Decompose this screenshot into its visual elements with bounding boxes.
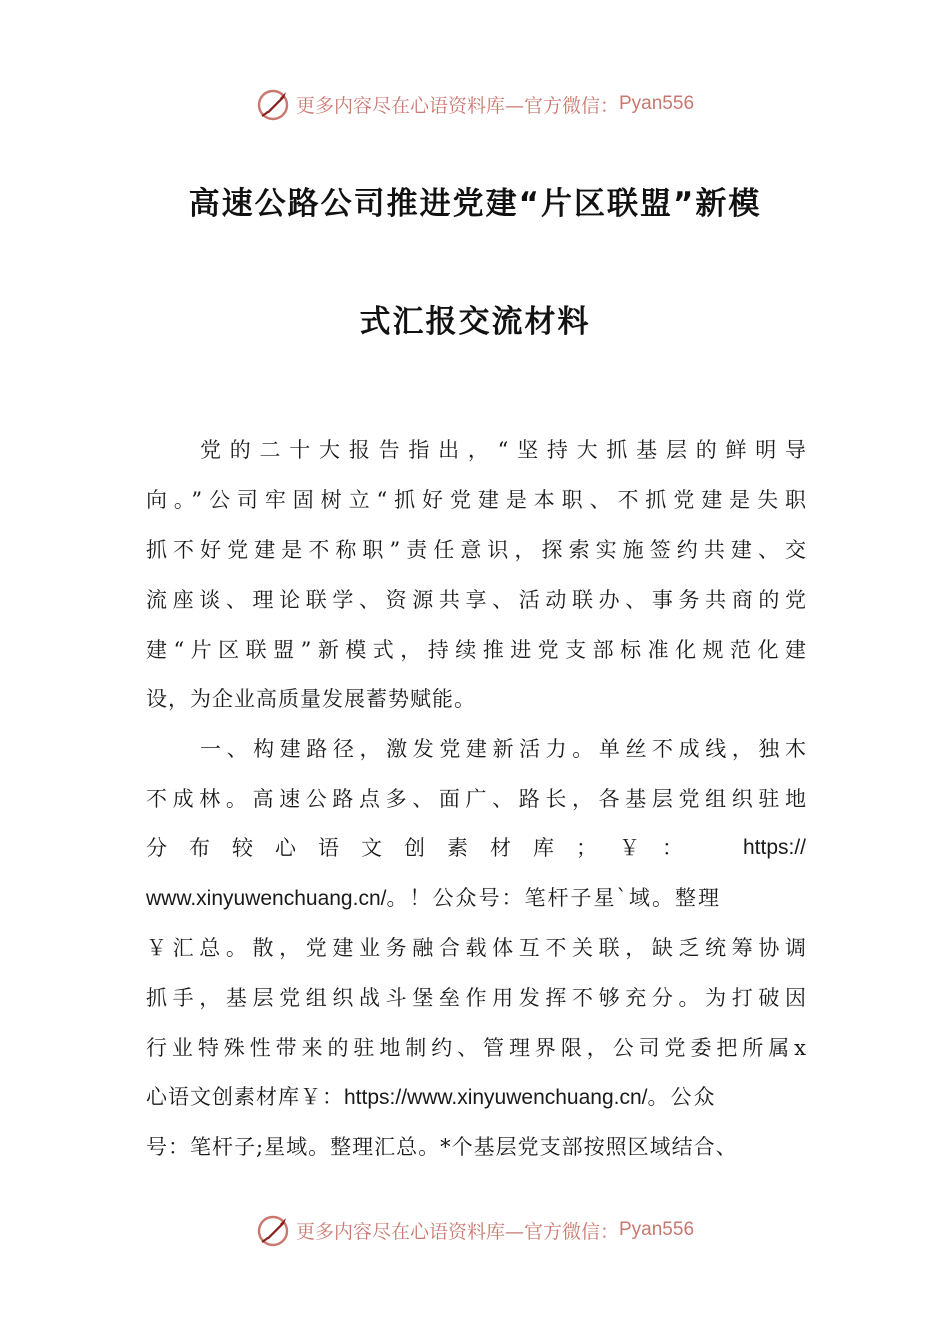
body-line-6: 设，为企业高质量发展蓄势赋能。	[146, 687, 476, 711]
body-line-14	[146, 1080, 806, 1114]
body-line-14-link[interactable]: https://www.xinyuwenchuang.cn/	[344, 1086, 648, 1109]
body-line-11: ￥汇总。散，党建业务融合载体互不关联，缺乏统筹协调	[146, 936, 806, 960]
document-title-line-1: 高速公路公司推进党建“片区联盟”新模	[188, 186, 762, 222]
body-line-4: 流座谈、理论联学、资源共享、活动联办、事务共商的党	[146, 588, 806, 612]
body-line-12: 抓手，基层党组织战斗堡垒作用发挥不够充分。为打破因	[146, 986, 806, 1010]
quill-pen-logo-icon	[256, 86, 292, 122]
document-title-line-2: 式汇报交流材料	[359, 304, 591, 340]
body-line-3: 抓不好党建是不称职”责任意识，探索实施签约共建、交	[146, 538, 806, 562]
body-line-9-text: 分布较心语文创素材库；￥：	[146, 836, 705, 860]
quill-pen-logo-icon	[256, 1212, 292, 1248]
body-line-9-link[interactable]: https://	[742, 836, 806, 859]
body-line-9	[146, 831, 806, 865]
body-line-1: 党的二十大报告指出，“坚持大抓基层的鲜明导	[200, 438, 806, 462]
watermark-wechat-id: Pyan556	[619, 1219, 695, 1240]
body-line-8: 不成林。高速公路点多、面广、路长，各基层党组织驻地	[146, 787, 806, 811]
body-line-15: 号：笔杆子;星域。整理汇总。*个基层党支部按照区域结合、	[146, 1135, 738, 1159]
watermark-brand-text: 更多内容尽在心语资料库—官方微信：	[295, 1220, 619, 1243]
body-line-5: 建“片区联盟”新模式，持续推进党支部标准化规范化建	[146, 638, 806, 662]
watermark-banner-top	[0, 84, 950, 124]
body-line-7: 一、构建路径，激发党建新活力。单丝不成线，独木	[200, 737, 806, 761]
watermark-wechat-id: Pyan556	[619, 93, 695, 114]
body-line-13: 行业特殊性带来的驻地制约、管理界限，公司党委把所属x	[146, 1036, 806, 1060]
body-line-10	[146, 881, 806, 915]
body-line-10-link[interactable]: www.xinyuwenchuang.cn/	[146, 887, 387, 910]
body-line-2: 向。”公司牢固树立“抓好党建是本职、不抓党建是失职	[146, 488, 806, 512]
watermark-brand-text: 更多内容尽在心语资料库—官方微信：	[295, 94, 619, 117]
body-line-10-text: 。！公众号：笔杆子星`域。整理	[386, 886, 721, 910]
body-line-14-text-a: 心语文创素材库￥：	[146, 1085, 344, 1109]
watermark-banner-bottom	[0, 1210, 950, 1250]
body-line-14-text-b: 。公众	[647, 1085, 717, 1109]
